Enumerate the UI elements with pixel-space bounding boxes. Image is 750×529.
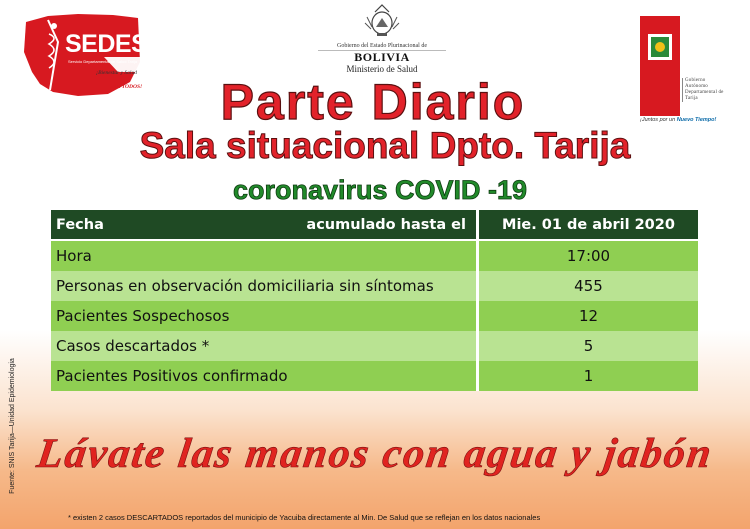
- sub-title: Sala situacional Dpto. Tarija: [139, 125, 631, 166]
- row-label: Pacientes Sospechosos: [51, 301, 479, 331]
- sedes-slogan-highlight: para TODOS!: [110, 84, 143, 90]
- gad-slogan-highlight: Nuevo Tiempo!: [676, 117, 717, 123]
- header-accumulated-label: acumulado hasta el: [306, 216, 466, 233]
- table-row: [51, 301, 698, 331]
- report-table: [51, 210, 698, 391]
- table-header-row: [51, 210, 698, 241]
- row-label: Hora: [51, 241, 479, 271]
- main-title: Parte Diario: [220, 74, 526, 130]
- source-note: Fuente: SNIS Tarija—Unidad Epidemiologia: [9, 358, 16, 494]
- row-label: Casos descartados *: [51, 331, 479, 361]
- gad-logo: [640, 16, 727, 128]
- bolivia-crest-icon: [363, 3, 401, 39]
- gad-slogan: [640, 117, 730, 123]
- row-value: 17:00: [479, 241, 698, 271]
- table-row: [51, 271, 698, 301]
- ministry-country: BOLIVIA: [354, 50, 410, 64]
- row-value: 12: [479, 301, 698, 331]
- table-row: [51, 331, 698, 361]
- table-row: [51, 361, 698, 391]
- row-label: Personas en observación domiciliaria sin síntomas: [51, 271, 479, 301]
- header-date-label: Fecha: [56, 216, 104, 233]
- handwash-slogan: Lávate las manos con agua y jabón: [34, 431, 716, 477]
- table-row: [51, 241, 698, 271]
- row-value: 455: [479, 271, 698, 301]
- footnote: * existen 2 casos DESCARTADOS reportados del municipio de Yacuiba directamente al Min. De Salud que se reflejan en los datos nacionales: [68, 513, 541, 522]
- row-label: Pacientes Positivos confirmado: [51, 361, 479, 391]
- sedes-name: SEDES: [65, 30, 148, 58]
- ministry-name: Ministerio de Salud: [346, 64, 418, 74]
- sedes-slogan: ¡Bienestar y Salud: [96, 70, 137, 76]
- row-value: 5: [479, 331, 698, 361]
- header-date-value: Mie. 01 de abril 2020: [479, 210, 698, 239]
- sedes-subtitle: Servicio Departamental de Salud Tarija: [68, 59, 138, 64]
- ministry-government: Gobierno del Estado Plurinacional de: [318, 43, 446, 51]
- row-value: 1: [479, 361, 698, 391]
- header-label-cell: [51, 210, 479, 239]
- ministry-logo: [318, 3, 446, 81]
- gad-slogan-text: ¡Juntos por un: [640, 117, 676, 123]
- sedes-logo: [18, 12, 148, 97]
- gad-name: Gobierno Autónomo Departamental de Tarija: [682, 78, 727, 102]
- topic-title: coronavirus COVID -19: [232, 175, 528, 205]
